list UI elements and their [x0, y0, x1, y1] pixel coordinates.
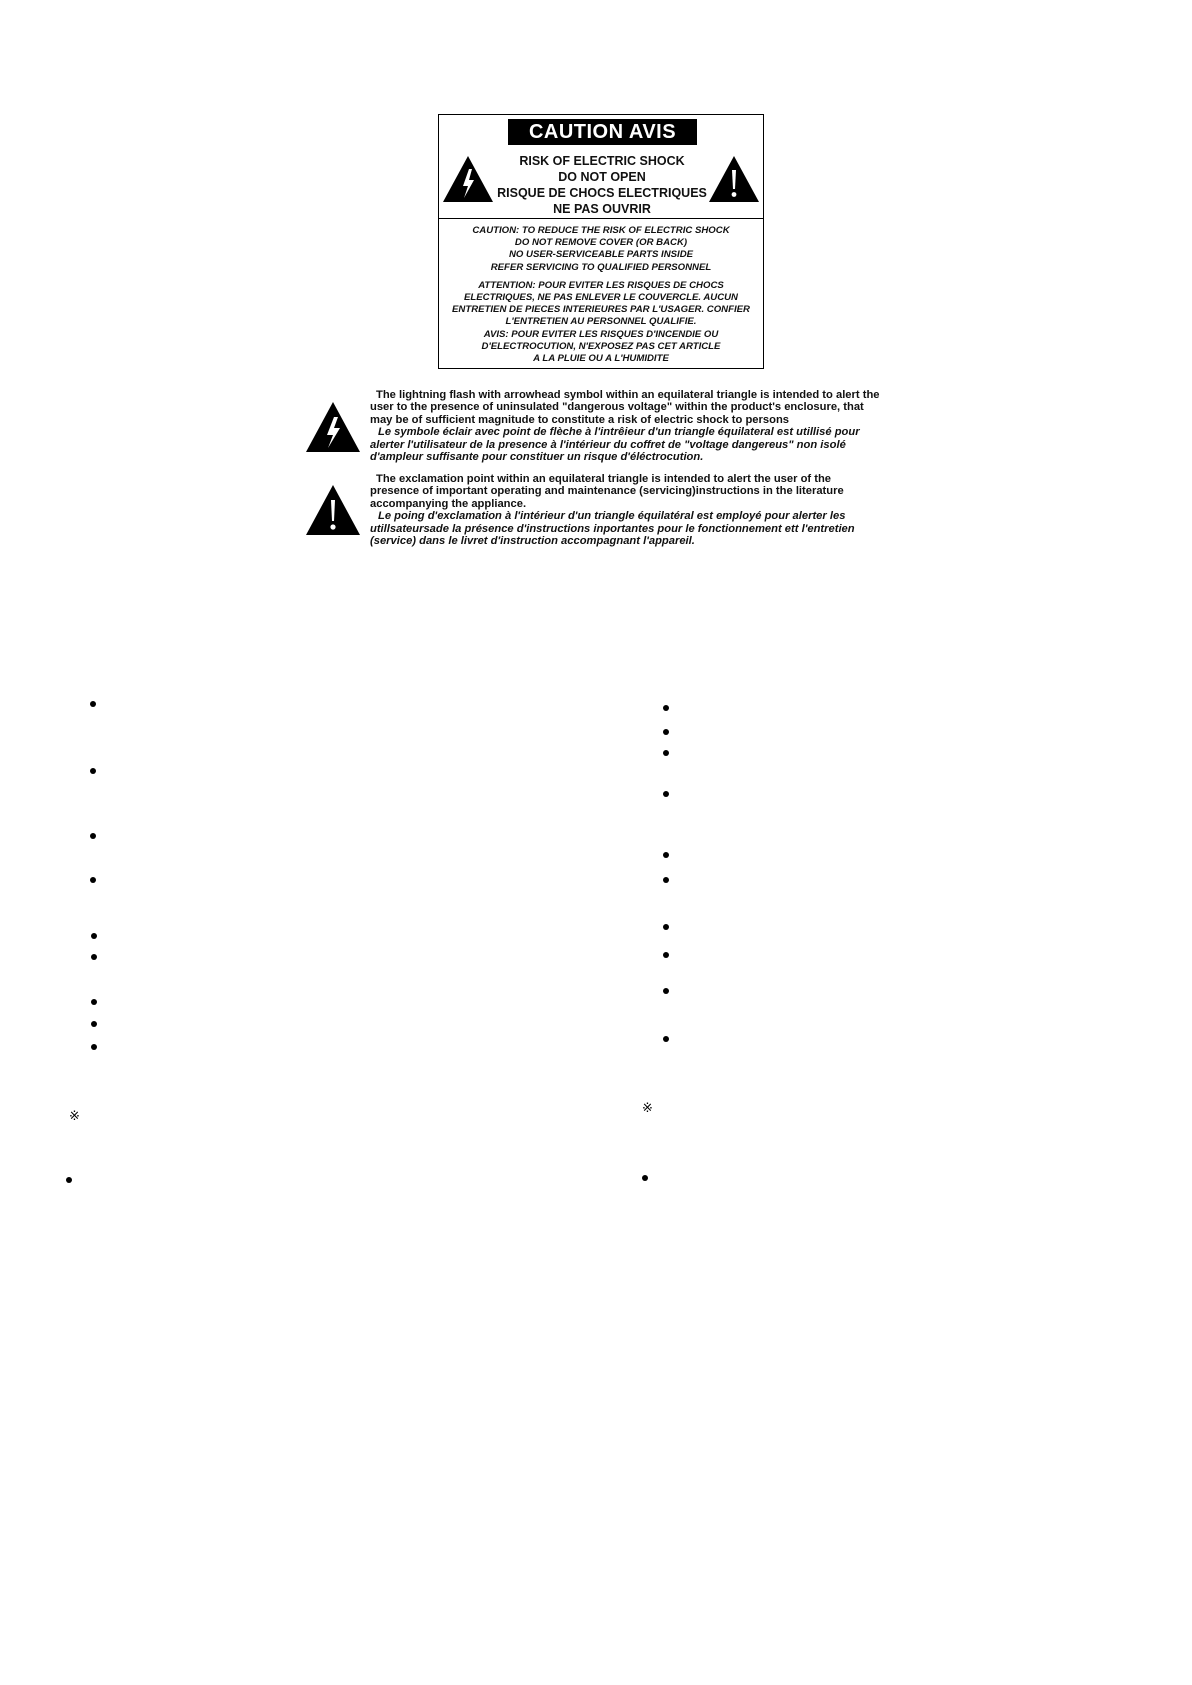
lightning-french-line: Le symbole éclair avec point de flèche à l'intrêieur d'un triangle équilateral est utillisé pour	[378, 426, 860, 439]
bullet-dot	[91, 999, 97, 1005]
bullet-dot	[663, 877, 669, 883]
avis-line: D'ELECTROCUTION, N'EXPOSEZ PAS CET ARTICLE	[481, 340, 721, 352]
lightning-english-line: may be of sufficient magnitude to constitute a risk of electric shock to persons	[370, 413, 789, 426]
exclamation-french-line: (service) dans le livret d'instruction accompagnant l'appareil.	[370, 535, 695, 548]
bullet-dot	[66, 1177, 72, 1183]
exclamation-symbol-explanation	[370, 473, 900, 547]
bullet-dot	[90, 701, 96, 707]
header-line: DO NOT OPEN	[558, 170, 646, 184]
reference-mark: ※	[69, 1108, 80, 1123]
header-line: RISK OF ELECTRIC SHOCK	[519, 154, 685, 168]
bullet-dot	[663, 952, 669, 958]
bullet-dot	[663, 729, 669, 735]
lightning-symbol-explanation	[370, 389, 900, 463]
bullet-dot	[663, 791, 669, 797]
bullet-dot	[663, 750, 669, 756]
bullet-dot	[91, 933, 97, 939]
bullet-dot	[663, 1036, 669, 1042]
bullet-dot	[90, 833, 96, 839]
bullet-dot	[91, 1021, 97, 1027]
exclamation-english-line: presence of important operating and maintenance (servicing)instructions in the literature	[370, 485, 844, 498]
caution-header-lines	[479, 153, 725, 217]
avis-line: ENTRETIEN DE PIECES INTERIEURES PAR L'USAGER. CONFIER	[452, 304, 750, 316]
bullet-dot	[90, 768, 96, 774]
caution-line: CAUTION: TO REDUCE THE RISK OF ELECTRIC SHOCK	[472, 225, 730, 236]
bullet-dot	[91, 1044, 97, 1050]
lightning-warning-icon	[305, 401, 361, 453]
lightning-french-line: alerter l'utilisateur de la presence à l'intérieur du coffret de "voltage dangereus" non isolé	[370, 438, 846, 451]
exclamation-warning-icon	[305, 484, 361, 536]
avis-line: AVIS: POUR EVITER LES RISQUES D'INCENDIE OU	[483, 328, 719, 340]
caution-label	[438, 114, 764, 369]
header-line: NE PAS OUVRIR	[553, 202, 651, 216]
caution-label-header	[439, 115, 763, 219]
avis-line: ATTENTION: POUR EVITER LES RISQUES DE CHOCS	[478, 279, 724, 291]
caution-line: REFER SERVICING TO QUALIFIED PERSONNEL	[490, 261, 712, 273]
caution-label-body	[439, 225, 763, 365]
bullet-dot	[90, 877, 96, 883]
lightning-english-line: user to the presence of uninsulated "dangerous voltage" within the product's enclosure, that	[370, 401, 864, 414]
reference-mark: ※	[642, 1100, 653, 1115]
lightning-french-line: d'ampleur suffisante pour constituer un risque d'éléctrocution.	[370, 451, 704, 464]
caution-line: DO NOT REMOVE COVER (OR BACK)	[514, 237, 688, 249]
avis-line: A LA PLUIE OU A L'HUMIDITE	[533, 353, 669, 365]
lightning-english-line: The lightning flash with arrowhead symbol within an equilateral triangle is intended to alert the	[376, 389, 880, 401]
caution-title: CAUTION AVIS	[508, 119, 697, 145]
exclamation-french-line: Le poing d'exclamation à l'intérieur d'un triangle équilatéral est employé pour alerter les	[378, 510, 846, 523]
exclamation-french-line: utillsateursade la présence d'instructions inportantes pour le fonctionnement ett l'entretien	[370, 522, 855, 535]
header-line: RISQUE DE CHOCS ELECTRIQUES	[497, 186, 707, 200]
bullet-dot	[663, 988, 669, 994]
bullet-dot	[663, 705, 669, 711]
avis-line: L'ENTRETIEN AU PERSONNEL QUALIFIE.	[505, 316, 697, 328]
exclamation-warning-icon	[708, 155, 760, 203]
avis-line: ELECTRIQUES, NE PAS ENLEVER LE COUVERCLE. AUCUN	[464, 292, 738, 304]
exclamation-english-line: The exclamation point within an equilateral triangle is intended to alert the user of the	[376, 473, 832, 485]
bullet-dot	[642, 1175, 648, 1181]
bullet-dot	[663, 924, 669, 930]
exclamation-english-line: accompanying the appliance.	[370, 497, 527, 510]
bullet-dot	[663, 852, 669, 858]
bullet-dot	[91, 954, 97, 960]
caution-line: NO USER-SERVICEABLE PARTS INSIDE	[508, 249, 694, 261]
